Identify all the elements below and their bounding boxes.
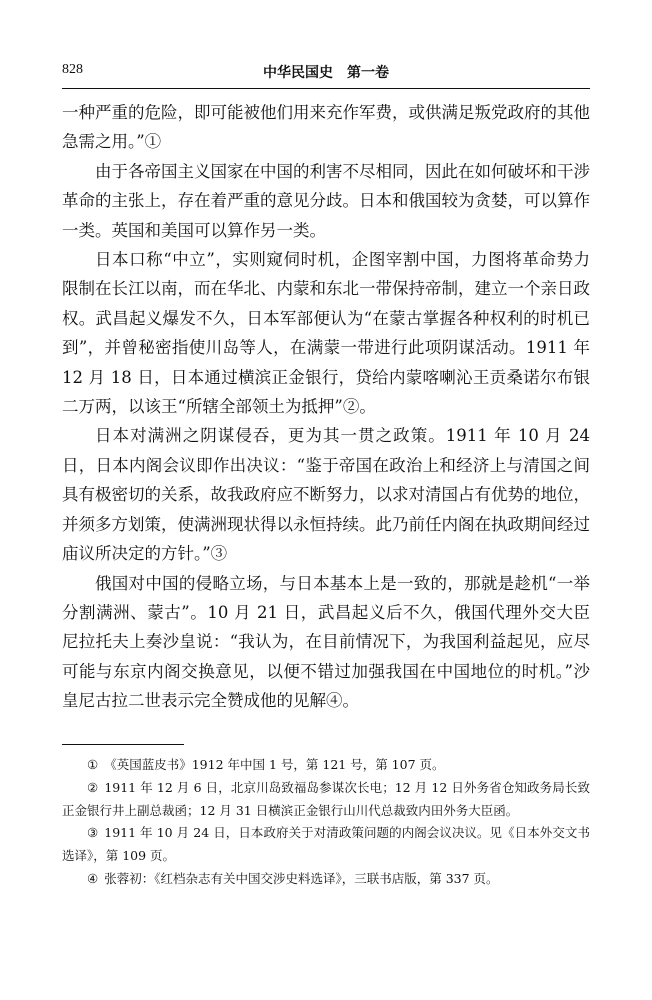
footnote-text: 1911 年 12 月 6 日，北京川岛致福岛参谋次长电；12 月 12 日外务省仓知政务局长致正金银行井上副总裁函；12 月 31 日横滨正金银行山川代总裁致内田外务大臣函。: [62, 779, 590, 818]
paragraph-4: 日本对满洲之阴谋侵吞，更为其一贯之政策。1911 年 10 月 24 日，日本内阁会议即作出决议：“鉴于帝国在政治上和经济上与清国之间具有极密切的关系，故我政府应不断努力，以求对清国占有优势的地位，并须多方划策，使满洲现状得以永恒持续。此乃前任内阁在执政期间经过庙议所决定的方针。”③: [62, 426, 590, 564]
footnote-text: 1911 年 10 月 24 日，日本政府关于对清政策问题的内阁会议决议。见《日本外交文书选译》，第 109 页。: [62, 825, 590, 864]
running-title: 中华民国史 第一卷: [263, 65, 389, 81]
footnote-text: 《英国蓝皮书》1912 年中国 1 号，第 121 号，第 107 页。: [104, 757, 445, 772]
page-header: [62, 62, 590, 88]
footnotes: [62, 754, 590, 891]
footnote-3: [62, 822, 590, 868]
footnote-mark: ④: [87, 870, 99, 886]
footnote-mark: ③: [87, 825, 99, 841]
page-number: 828: [62, 62, 83, 77]
footnote-text: 张蓉初：《红档杂志有关中国交涉史料选译》，三联书店版，第 337 页。: [104, 870, 499, 886]
body-text: [62, 98, 590, 716]
paragraph-5: 俄国对中国的侵略立场，与日本基本上是一致的，那就是趁机“一举分割满洲、蒙古”。10 月 21 日，武昌起义后不久，俄国代理外交大臣尼拉托夫上奏沙皇说：“我认为，在目前情况下，为我国利益起见，应尽可能与东京内阁交换意见，以便不错过加强我国在中国地位的时机。”沙皇尼古拉二世表示完全赞成他的见解④。: [62, 573, 590, 711]
header-rule: [62, 88, 590, 89]
paragraph-1: 一种严重的危险，即可能被他们用来充作军费，或供满足叛党政府的其他急需之用。”①: [62, 103, 590, 152]
footnote-rule: [62, 744, 184, 745]
footnote-mark: ①: [87, 757, 99, 772]
footnote-mark: ②: [87, 779, 99, 795]
footnote-4: [62, 868, 590, 891]
paragraph-3: 日本口称“中立”，实则窥伺时机，企图宰割中国，力图将革命势力限制在长江以南，而在华北、内蒙和东北一带保持帝制，建立一个亲日政权。武昌起义爆发不久，日本军部便认为“在蒙古掌握各种权利的时机已到”，并曾秘密指使川岛等人，在满蒙一带进行此项阴谋活动。1911 年 12 月 18 日，日本通过横滨正金银行，贷给内蒙喀喇沁王贡桑诺尔布银二万两，以该王“所辖全部领土为抵押”②。: [62, 250, 590, 417]
footnote-2: [62, 777, 590, 823]
footnote-1: [62, 754, 590, 777]
paragraph-2: 由于各帝国主义国家在中国的利害不尽相同，因此在如何破坏和干涉革命的主张上，存在着严重的意见分歧。日本和俄国较为贪婪，可以算作一类。英国和美国可以算作另一类。: [62, 161, 590, 240]
